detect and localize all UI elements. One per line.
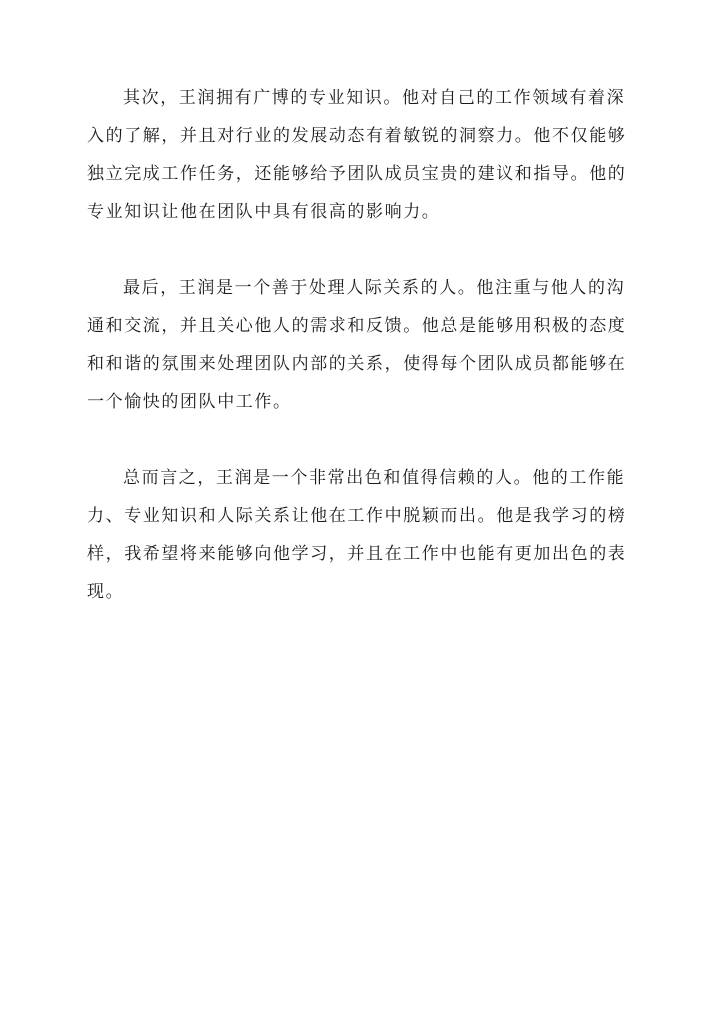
text-line: 最后，王润是一个善于处理人际关系的人。他注重与他人的沟 (123, 278, 626, 298)
text-line: 样，我希望将来能够向他学习，并且在工作中也能有更加出色的表 (87, 544, 627, 564)
text-line: 一个愉快的团队中工作。 (87, 392, 292, 412)
text-line: 总而言之，王润是一个非常出色和值得信赖的人。他的工作能 (123, 468, 626, 488)
text-line: 入的了解，并且对行业的发展动态有着敏锐的洞察力。他不仅能够 (87, 126, 627, 146)
document-body (87, 79, 633, 649)
text-line: 独立完成工作任务，还能够给予团队成员宝贵的建议和指导。他的 (87, 164, 627, 184)
text-line: 现。 (87, 582, 125, 602)
text-line: 通和交流，并且关心他人的需求和反馈。他总是能够用积极的态度 (87, 316, 627, 336)
text-line: 专业知识让他在团队中具有很高的影响力。 (87, 202, 441, 222)
text-line: 其次，王润拥有广博的专业知识。他对自己的工作领域有着深 (123, 88, 626, 108)
paragraph-conclusion (87, 459, 633, 611)
paragraph-expertise (87, 79, 633, 231)
text-line: 力、专业知识和人际关系让他在工作中脱颖而出。他是我学习的榜 (87, 506, 627, 526)
paragraph-relationships (87, 269, 633, 421)
text-line: 和和谐的氛围来处理团队内部的关系，使得每个团队成员都能够在 (87, 354, 627, 374)
